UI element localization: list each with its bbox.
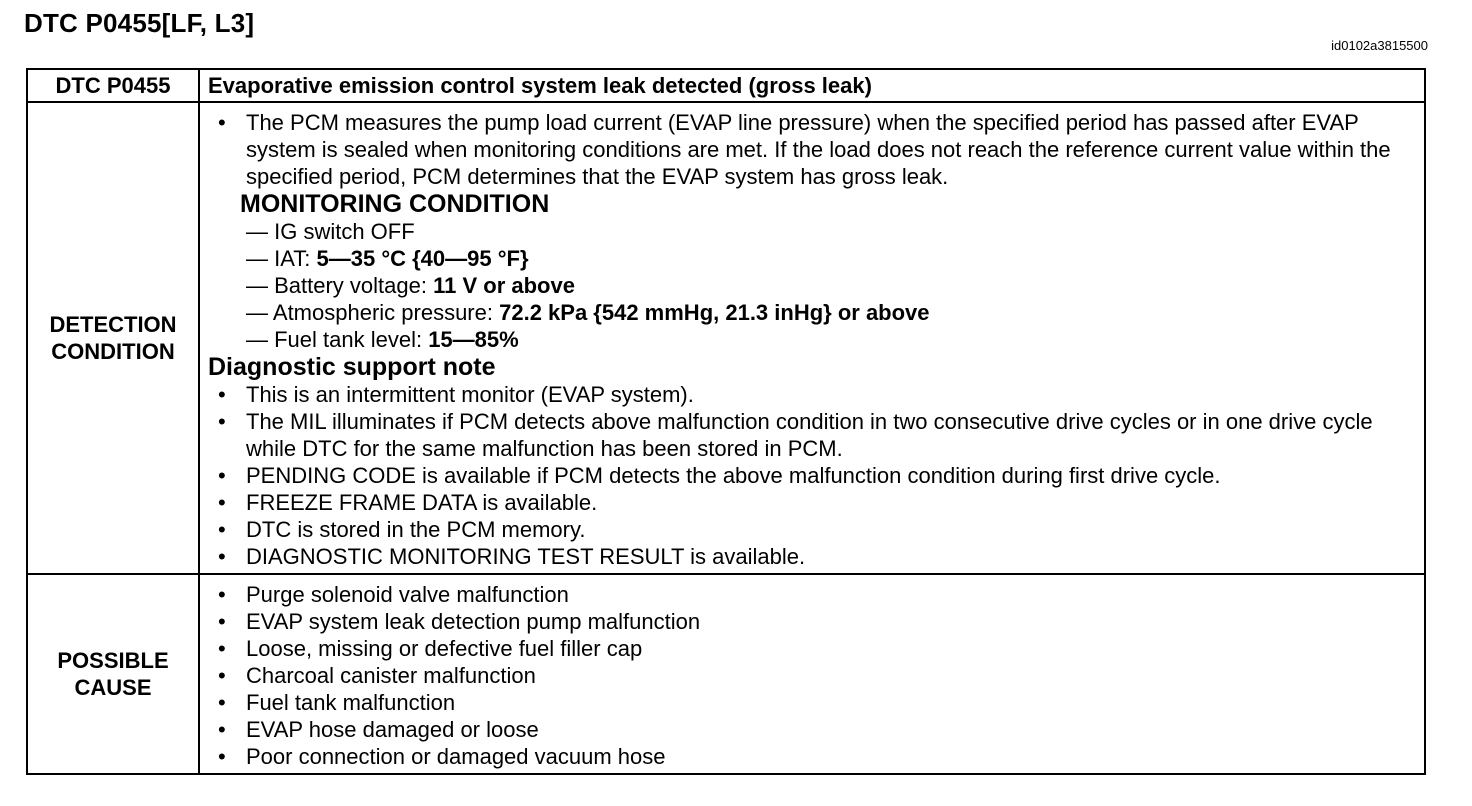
condition-label: — IG switch OFF xyxy=(246,219,415,244)
cause-item: • Purge solenoid valve malfunction xyxy=(208,581,1416,608)
condition-item xyxy=(246,245,1416,272)
detection-condition-label xyxy=(27,102,199,574)
cause-item: • Poor connection or damaged vacuum hose xyxy=(208,743,1416,770)
cause-item: • Loose, missing or defective fuel filler cap xyxy=(208,635,1416,662)
dtc-description-cell: Evaporative emission control system leak detected (gross leak) xyxy=(199,69,1425,102)
possible-cause-content xyxy=(199,574,1425,774)
possible-cause-label xyxy=(27,574,199,774)
support-note-item: • DTC is stored in the PCM memory. xyxy=(208,516,1416,543)
condition-label: — Atmospheric pressure: xyxy=(246,300,500,325)
detection-label-line1: DETECTION xyxy=(49,312,177,337)
condition-value: 15—85% xyxy=(428,327,519,352)
cause-item: • Charcoal canister malfunction xyxy=(208,662,1416,689)
condition-label: — Fuel tank level: xyxy=(246,327,429,352)
condition-item xyxy=(246,218,1416,245)
condition-label: — Battery voltage: xyxy=(246,273,434,298)
cause-item: • EVAP system leak detection pump malfunction xyxy=(208,608,1416,635)
dtc-code-cell: DTC P0455 xyxy=(27,69,199,102)
detection-label-line2: CONDITION xyxy=(51,339,175,364)
dtc-table xyxy=(26,68,1426,775)
table-header-row xyxy=(27,69,1425,102)
condition-value: 5—35 °C {40—95 °F} xyxy=(316,246,529,271)
condition-item xyxy=(246,272,1416,299)
document-id: id0102a3815500 xyxy=(1331,38,1428,53)
possible-cause-list xyxy=(208,581,1416,770)
diagnostic-support-list xyxy=(208,381,1416,570)
condition-value: 72.2 kPa {542 mmHg, 21.3 inHg} or above xyxy=(499,300,930,325)
monitoring-condition-heading: MONITORING CONDITION xyxy=(240,190,550,218)
cause-item: • EVAP hose damaged or loose xyxy=(208,716,1416,743)
condition-label: — IAT: xyxy=(246,246,317,271)
cause-label-line2: CAUSE xyxy=(74,675,152,700)
support-note-item: • This is an intermittent monitor (EVAP system). xyxy=(208,381,1416,408)
possible-cause-row xyxy=(27,574,1425,774)
condition-value: 11 V or above xyxy=(433,273,575,298)
detection-intro-list xyxy=(208,109,1416,190)
support-note-item: • DIAGNOSTIC MONITORING TEST RESULT is available. xyxy=(208,543,1416,570)
cause-item: • Fuel tank malfunction xyxy=(208,689,1416,716)
diagnostic-support-heading: Diagnostic support note xyxy=(208,353,496,381)
support-note-item: • FREEZE FRAME DATA is available. xyxy=(208,489,1416,516)
support-note-item: • PENDING CODE is available if PCM detects the above malfunction condition during first drive cycle. xyxy=(208,462,1416,489)
support-note-item: • The MIL illuminates if PCM detects above malfunction condition in two consecutive drive cycles or in one drive cycle while DTC for the same malfunction has been stored in PCM. xyxy=(208,408,1416,462)
condition-item xyxy=(246,326,1416,353)
detection-condition-row xyxy=(27,102,1425,574)
condition-item xyxy=(246,299,1416,326)
monitoring-condition-list xyxy=(208,218,1416,353)
page-title: DTC P0455[LF, L3] xyxy=(24,8,255,38)
detection-condition-content xyxy=(199,102,1425,574)
detection-intro: • The PCM measures the pump load current (EVAP line pressure) when the specified period has passed after EVAP system is sealed when monitoring conditions are met. If the load does not reach the reference current value within the specified period, PCM determines that the EVAP system has gross leak. xyxy=(208,109,1416,190)
cause-label-line1: POSSIBLE xyxy=(57,648,169,673)
